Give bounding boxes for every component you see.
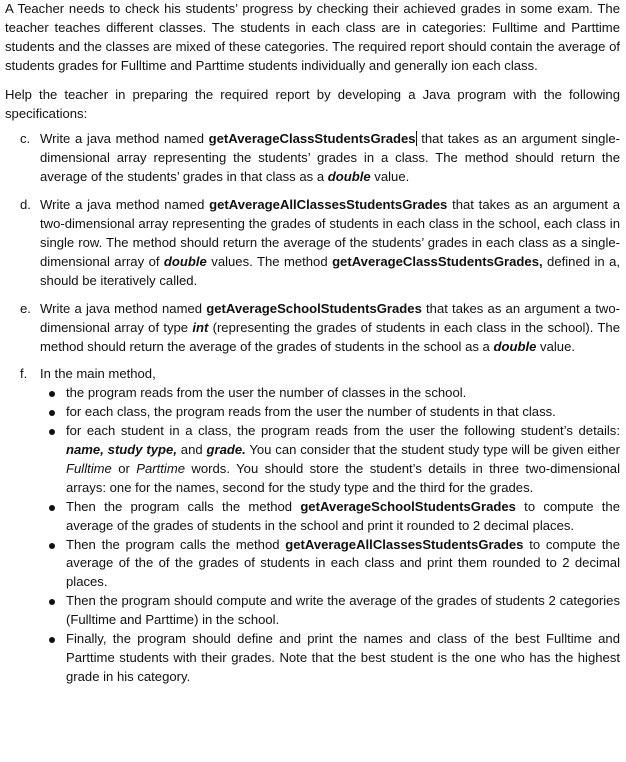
bullet-text: to compute the average of the of the grades of students in each class and print them rounded to 2 decimal places. xyxy=(66,536,620,590)
method-name: getAverageClassStudentsGrades, xyxy=(332,253,543,269)
item-text: Write a java method named xyxy=(40,197,210,213)
bullet-item xyxy=(40,403,620,422)
item-text: defined in a, should be iteratively called. xyxy=(40,253,620,288)
help-paragraph: Help the teacher in preparing the required report by developing a Java program with the following specifications: xyxy=(5,86,620,121)
bullet-text: Then the program calls the method xyxy=(66,536,286,552)
bullet-item xyxy=(40,384,620,403)
method-name: getAverageSchoolStudentsGrades xyxy=(300,498,516,514)
field-names: name, study type, xyxy=(66,442,177,458)
bullet-item xyxy=(40,630,620,687)
item-text: that takes as an argument single-dimensional array representing the students’ grades in a class. The method should return the average of the students’ grades in that class as a xyxy=(40,131,620,185)
main-method-bullets xyxy=(40,384,620,687)
bullet-item xyxy=(40,592,620,630)
bullet-text: You can consider that the student study type will be given either xyxy=(245,442,620,458)
spec-item-d xyxy=(5,196,620,291)
bullet-text: and xyxy=(176,442,207,458)
type-name: double xyxy=(493,338,537,354)
bullet-text: words. You should store the student’s details in three two-dimensional arrays: one for the names, second for the study type and the third for the grades. xyxy=(66,460,620,495)
type-name: double xyxy=(163,253,207,269)
method-name: getAverageSchoolStudentsGrades xyxy=(206,300,422,316)
bullet-text: Then the program should compute and write the average of the grades of students 2 categories (Fulltime and Parttime) in the school. xyxy=(66,593,620,628)
bullet-text: to compute the average of the grades of students in the school and print it rounded to 2 decimal places. xyxy=(66,498,620,533)
spec-item-e xyxy=(5,300,620,357)
item-marker: c. xyxy=(20,131,31,147)
type-name: double xyxy=(327,169,371,185)
spec-item-f xyxy=(5,365,620,686)
item-marker: f. xyxy=(20,366,28,382)
method-name: getAverageAllClassesStudentsGrades xyxy=(209,197,448,213)
item-text: that takes as an argument a two-dimensional array of type xyxy=(40,300,620,335)
bullet-text: for each student in a class, the program reads from the user the following student’s details: xyxy=(66,423,620,439)
method-name: getAverageClassStudentsGrades xyxy=(208,131,416,147)
item-text: value. xyxy=(536,338,575,354)
specification-list xyxy=(5,130,620,686)
item-text: that takes as an argument a two-dimensional array representing the grades of students in each class in the school, each class in single row. The method should return the average of the students’ grades in each class as a single-dimensional array of xyxy=(40,197,620,269)
method-name: getAverageAllClassesStudentsGrades xyxy=(285,536,524,552)
bullet-item xyxy=(40,536,620,593)
item-text: Write a java method named xyxy=(40,300,207,316)
bullet-text: the program reads from the user the number of classes in the school. xyxy=(66,385,467,401)
type-name: int xyxy=(192,319,209,335)
item-marker: d. xyxy=(20,197,31,213)
intro-paragraph: A Teacher needs to check his students’ progress by checking their achieved grades in some exam. The teacher teaches different classes. The students in each class are in categories: Fulltime and Parttime students and the classes are mixed of these categories. The required report should contain the average of students grades for Fulltime and Parttime students individually and generally ion each class. xyxy=(5,1,620,73)
field-name: grade. xyxy=(206,442,246,458)
bullet-text: or xyxy=(111,460,137,476)
bullet-text: Finally, the program should define and print the names and class of the best Fulltime and Parttime students with their grades. Note that the best student is the one who has the highest grade in his category. xyxy=(66,631,620,684)
item-text: Write a java method named xyxy=(40,131,209,147)
study-type-option: Parttime xyxy=(136,460,186,476)
spec-item-c xyxy=(5,130,620,187)
bullet-item xyxy=(40,498,620,536)
item-text: (representing the grades of students in each class in the school). The method should return the average of the grades of students in the school as a xyxy=(40,319,620,354)
item-text: values. The method xyxy=(206,253,333,269)
bullet-text: Then the program calls the method xyxy=(66,498,301,514)
item-text: value. xyxy=(370,169,410,185)
study-type-option: Fulltime xyxy=(66,460,112,476)
item-marker: e. xyxy=(20,300,31,316)
bullet-text: for each class, the program reads from the user the number of students in that class. xyxy=(66,404,556,420)
bullet-item xyxy=(40,422,620,498)
item-text: In the main method, xyxy=(40,366,156,382)
